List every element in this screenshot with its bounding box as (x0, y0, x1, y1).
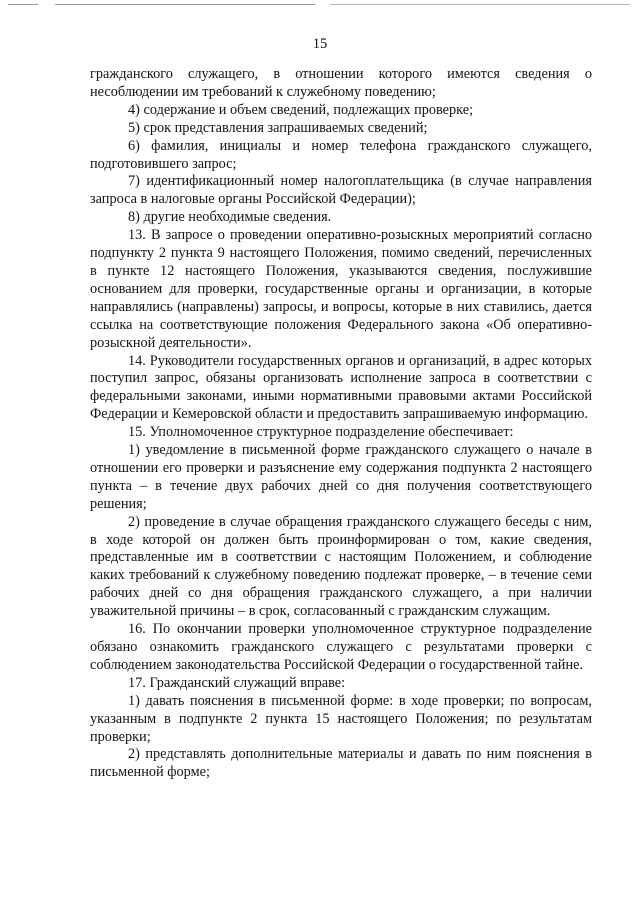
document-body (90, 66, 592, 782)
paragraph-15-item-2: 2) проведение в случае обращения гражданского служащего беседы с ним, в ходе которой он должен быть проинформирован о том, какие сведения, представленные им в соответствии с настоящим Положением, и соблюдение каких требований к служебному поведению подлежат проверке, – в течение семи рабочих дней со дня обращения гражданского служащего, а при наличии уважительной причины – в срок, согласованный с гражданским служащим. (90, 513, 592, 620)
paragraph-15-item-1: 1) уведомление в письменной форме гражданского служащего о начале в отношении его проверки и разъяснение ему содержания подпункта 2 настоящего пункта – в течение двух рабочих дней со дня получения соответствующего решения; (90, 442, 592, 512)
paragraph-16: 16. По окончании проверки уполномоченное структурное подразделение обязано ознакомить гражданского служащего с результатами проверки с соблюдением законодательства Российской Федерации о государственной тайне. (90, 621, 592, 673)
paragraph-17-item-2: 2) представлять дополнительные материалы и давать по ним пояснения в письменной форме; (90, 746, 592, 781)
top-scan-line-middle (55, 4, 315, 5)
paragraph-13: 13. В запросе о проведении оперативно-розыскных мероприятий согласно подпункту 2 пункта 9 настоящего Положения, помимо сведений, перечисленных в пункте 12 настоящего Положения, указываются сведения, послужившие основанием для проверки, государственные органы и организации, в которые направлялись (направлены) запросы, и вопросы, которые в них ставились, дается ссылка на соответствующие положения Федерального закона «Об оперативно-розыскной деятельности». (90, 227, 592, 351)
paragraph-item-8: 8) другие необходимые сведения. (128, 209, 332, 226)
paragraph-14: 14. Руководители государственных органов и организаций, в адрес которых поступил запрос, обязаны организовать исполнение запроса в соответствии с федеральными законами, иными нормативными правовыми актами Российской Федерации и Кемеровской области и предоставить запрашиваемую информацию. (90, 352, 592, 423)
page-number: 15 (312, 36, 328, 52)
paragraph-17-item-1: 1) давать пояснения в письменной форме: в ходе проверки; по вопросам, указанным в подпункте 2 пункта 15 настоящего Положения; по результатам проверки; (90, 692, 592, 745)
paragraph-15: 15. Уполномоченное структурное подразделение обеспечивает: (128, 424, 514, 441)
top-scan-line-left (8, 4, 38, 5)
top-scan-line-right (330, 4, 630, 5)
paragraph-continuation: гражданского служащего, в отношении которого имеются сведения о несоблюдении им требований к служебному поведению; (90, 66, 592, 100)
paragraph-item-4: 4) содержание и объем сведений, подлежащих проверке; (128, 101, 474, 118)
paragraph-item-6: 6) фамилия, инициалы и номер телефона гражданского служащего, подготовившего запрос; (90, 137, 592, 172)
paragraph-17: 17. Гражданский служащий вправе: (128, 674, 346, 691)
paragraph-item-5: 5) срок представления запрашиваемых сведений; (128, 119, 428, 136)
paragraph-item-7: 7) идентификационный номер налогоплательщика (в случае направления запроса в налоговые органы Российской Федерации); (90, 173, 592, 208)
